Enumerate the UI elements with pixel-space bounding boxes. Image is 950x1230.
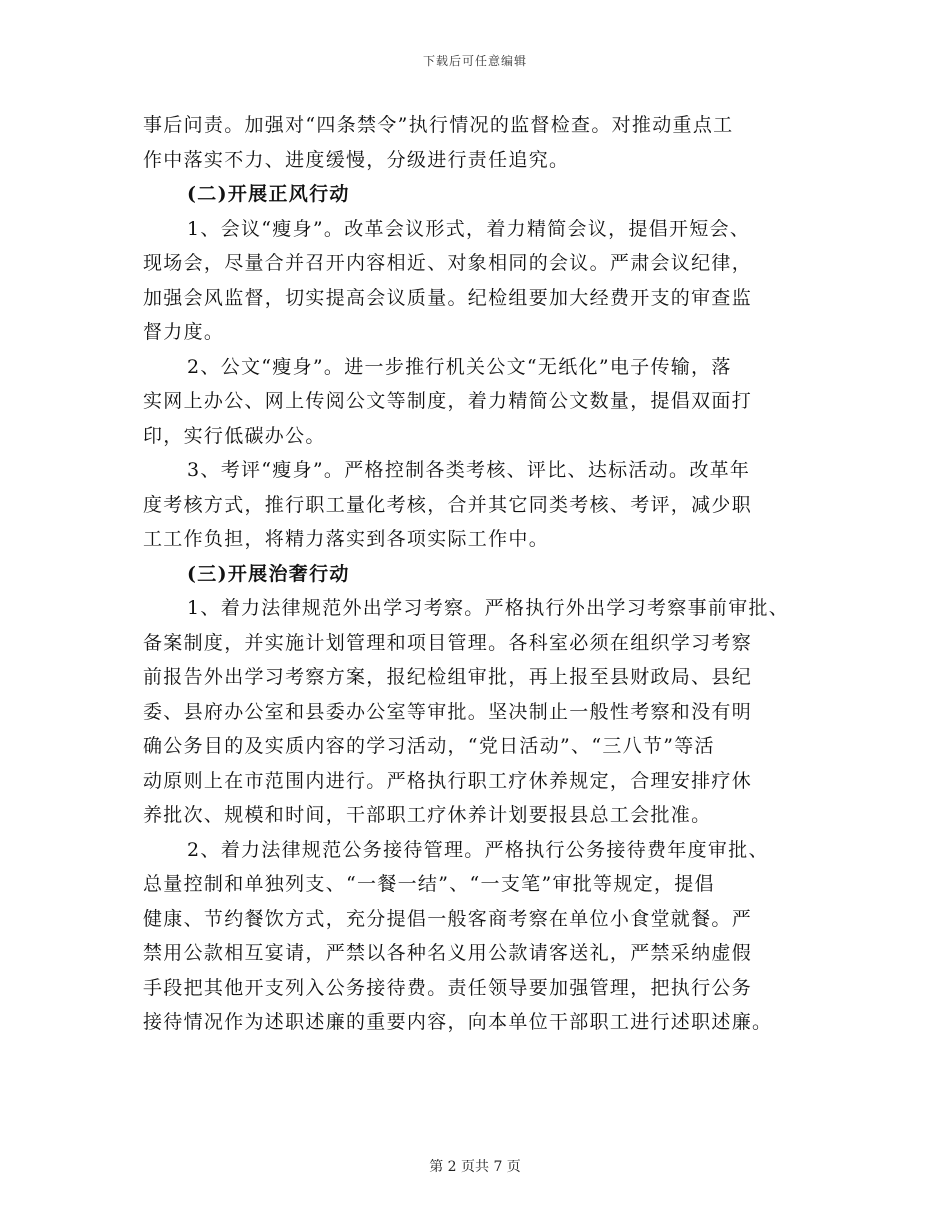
page-header-note: 下载后可任意编辑 xyxy=(422,54,527,68)
text-line: 动原则上在市范围内进行。严格执行职工疗休养规定，合理安排疗休 xyxy=(143,769,753,792)
text-line: 接待情况作为述职述廉的重要内容，向本单位干部职工进行述职述廉。 xyxy=(143,1011,773,1033)
text-line: 事后问责。加强对“四条禁令”执行情况的监督检查。对推动重点工 xyxy=(143,114,734,136)
text-line: 1、会议“瘦身”。改革会议形式，着力精简会议，提倡开短会、 xyxy=(187,217,751,240)
text-line: 实网上办公、网上传阅公文等制度，着力精简公文数量，提倡双面打 xyxy=(143,390,753,412)
text-line: 总量控制和单独列支、“一餐一结”、“一支笔”审批等规定，提倡 xyxy=(143,873,715,895)
text-line: 作中落实不力、进度缓慢，分级进行责任追究。 xyxy=(143,148,570,171)
text-line: 手段把其他开支列入公务接待费。责任领导要加强管理，把执行公务 xyxy=(143,976,753,999)
section-heading: (三)开展治奢行动 xyxy=(187,562,350,585)
text-line: 现场会，尽量合并召开内容相近、对象相同的会议。严肃会议纪律， xyxy=(143,252,753,274)
text-line: 3、考评“瘦身”。严格控制各类考核、评比、达标活动。改革年 xyxy=(187,459,751,481)
text-line: 备案制度，并实施计划管理和项目管理。各科室必须在组织学习考察 xyxy=(143,631,753,654)
text-line: 1、着力法律规范外出学习考察。严格执行外出学习考察事前审批、 xyxy=(187,597,790,619)
document-body xyxy=(143,108,825,1040)
text-line: 加强会风监督，切实提高会议质量。纪检组要加大经费开支的审查监 xyxy=(143,286,753,309)
text-line: 印，实行低碳办公。 xyxy=(143,424,326,447)
text-line: 工工作负担，将精力落实到各项实际工作中。 xyxy=(143,528,550,550)
text-line: 健康、节约餐饮方式，充分提倡一般客商考察在单位小食堂就餐。严 xyxy=(143,907,753,930)
text-line: 度考核方式，推行职工量化考核，合并其它同类考核、考评，减少职 xyxy=(143,493,753,516)
section-heading: (二)开展正风行动 xyxy=(187,183,350,205)
text-line: 确公务目的及实质内容的学习活动，“党日活动”、“三八节”等活 xyxy=(143,735,715,757)
text-line: 督力度。 xyxy=(143,321,225,343)
text-line: 养批次、规模和时间，干部职工疗休养计划要报县总工会批准。 xyxy=(143,804,712,826)
text-line: 禁用公款相互宴请，严禁以各种名义用公款请客送礼，严禁采纳虚假 xyxy=(143,942,753,964)
text-line: 2、公文“瘦身”。进一步推行机关公文“无纸化”电子传输，落 xyxy=(187,355,732,378)
text-line: 前报告外出学习考察方案，报纪检组审批，再上报至县财政局、县纪 xyxy=(143,666,753,688)
page-number: 第 2 页共 7 页 xyxy=(429,1159,521,1175)
text-line: 2、着力法律规范公务接待管理。严格执行公务接待费年度审批、 xyxy=(187,838,769,861)
text-line: 委、县府办公室和县委办公室等审批。坚决制止一般性考察和没有明 xyxy=(143,700,753,723)
